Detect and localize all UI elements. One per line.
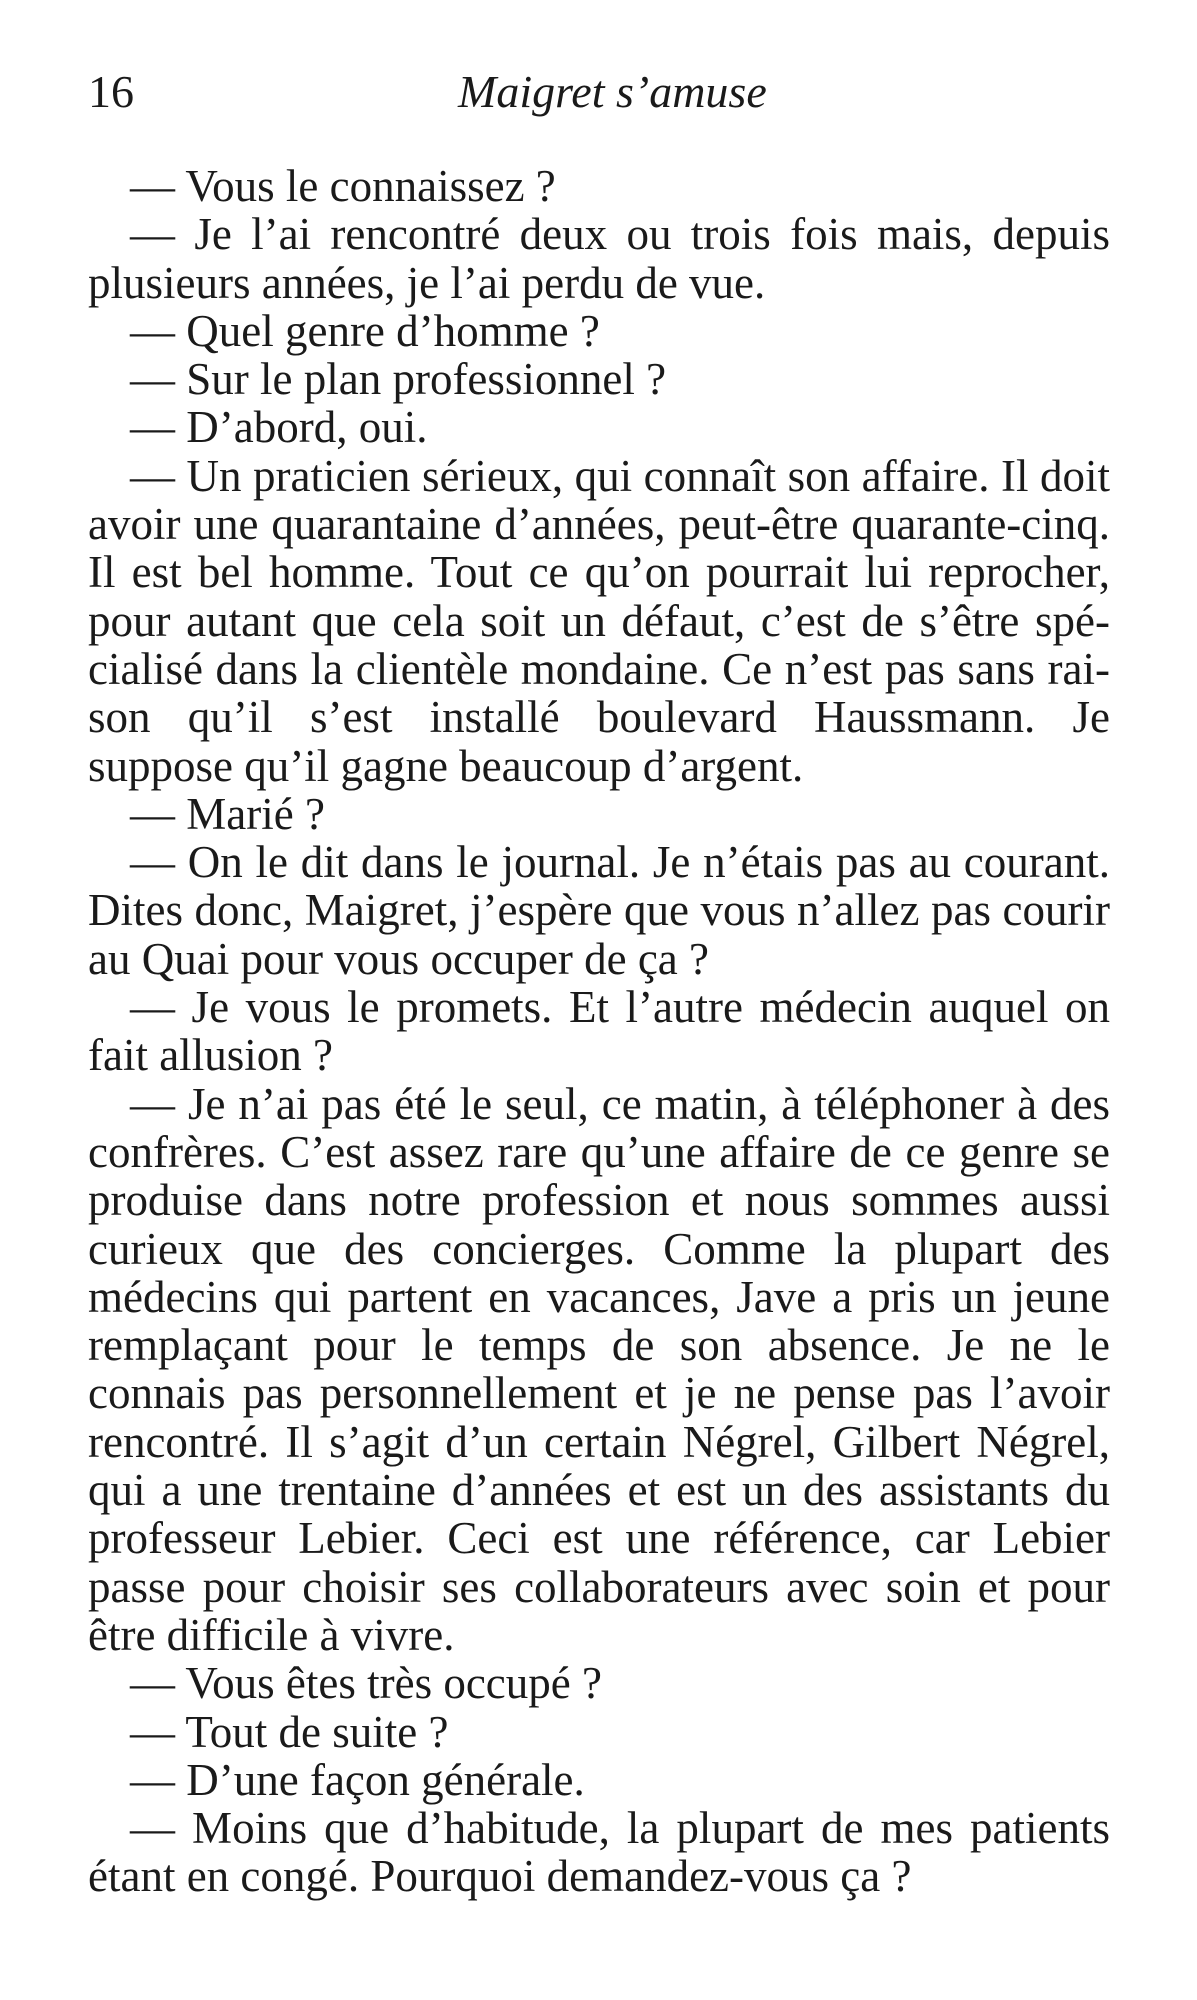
dialogue-line: — Marié ? (130, 788, 325, 839)
book-title: Maigret s’amuse (458, 66, 767, 117)
running-head (88, 62, 1110, 122)
dialogue-line: — Vous êtes très occupé ? (130, 1658, 602, 1709)
dialogue-line: — Sur le plan professionnel ? (130, 354, 667, 405)
dialogue-line: — Quel genre d’homme ? (130, 305, 600, 356)
dialogue-line: — Je n’ai pas été le seul, ce matin, à téléphoner à des confrères. C’est assez rare qu’une affaire de ce genre se produise dans notre profession et nous sommes aussi curieux que des concierges. Comme la plupart des médecins qui partent en vacances, Jave a pris un jeune remplaçant pour le temps de son absence. Je ne le connais pas personnellement et je ne pense pas l’avoir rencontré. Il s’agit d’un certain Négrel, Gilbert Négrel, qui a une trentaine d’années et est un des assistants du professeur Lebier. Ceci est une référence, car Lebier passe pour choisir ses collaborateurs avec soin et pour être difficile à vivre. (88, 1078, 1110, 1660)
dialogue-line: — On le dit dans le journal. Je n’étais pas au courant. Dites donc, Maigret, j’espère que vous n’allez pas courir au Quai pour vous occuper de ça ? (88, 837, 1110, 984)
page-number: 16 (88, 66, 134, 117)
dialogue-line: — Vous le connaissez ? (130, 161, 556, 211)
dialogue-line: — D’abord, oui. (130, 402, 428, 453)
dialogue-line: — Moins que d’habitude, la plupart de mes patients étant en congé. Pourquoi demandez-vous ça ? (88, 1803, 1110, 1902)
dialogue-line: — Je l’ai rencontré deux ou trois fois mais, depuis plusieurs années, je l’ai perdu de vue. (88, 209, 1110, 308)
dialogue-line: — D’une façon générale. (130, 1754, 585, 1805)
dialogue-line: — Tout de suite ? (130, 1706, 449, 1757)
dialogue-line: — Un praticien sérieux, qui connaît son affaire. Il doit avoir une quarantaine d’années, peut-être quarante-cinq. Il est bel homme. Tout ce qu’on pourrait lui reprocher, pour autant que cela soit un défaut, c’est de s’être spécialisé dans la clientèle mondaine. Ce n’est pas sans raison qu’il s’est installé boulevard Haussmann. Je suppose qu’il gagne beaucoup d’argent. (88, 450, 1110, 791)
dialogue-line: — Je vous le promets. Et l’autre médecin auquel on fait allusion ? (88, 982, 1110, 1081)
body-text (88, 162, 1110, 1901)
